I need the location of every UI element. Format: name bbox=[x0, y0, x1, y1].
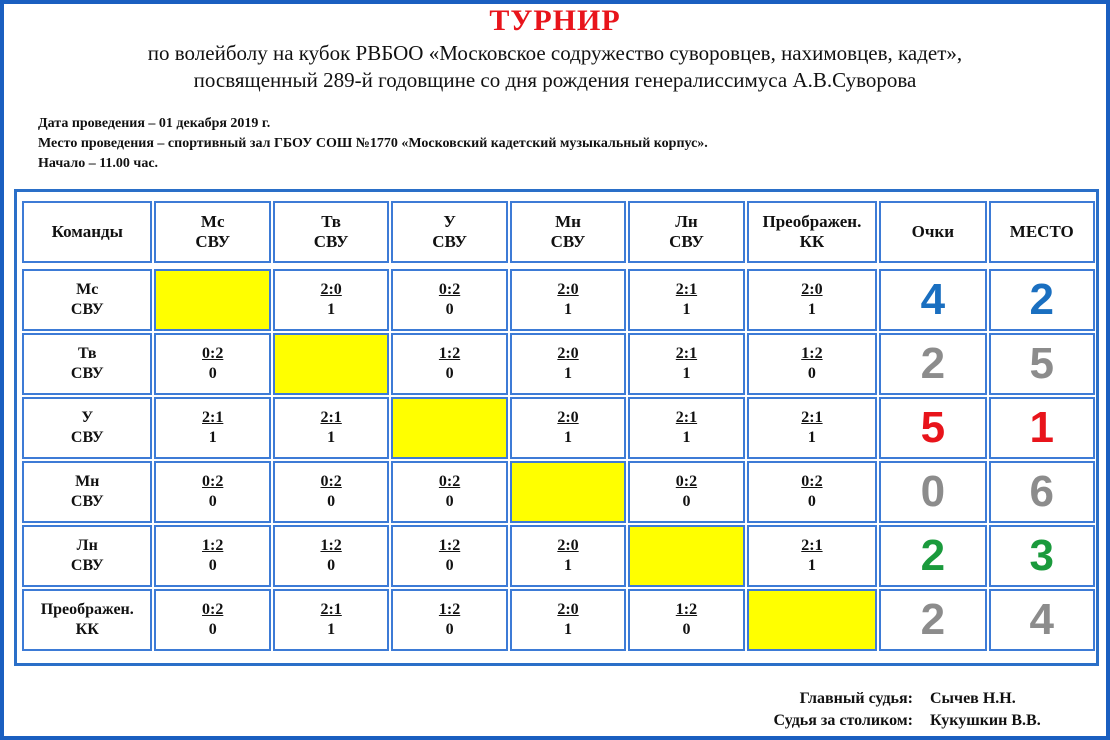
match-points: 0 bbox=[208, 621, 217, 638]
header-col-label-1: Мн bbox=[555, 212, 581, 231]
self-match-cell bbox=[273, 333, 389, 395]
subtitle-line-2: посвященный 289-й годовщине со дня рождения генералиссимуса А.В.Суворова bbox=[193, 68, 917, 92]
match-cell bbox=[747, 333, 877, 395]
match-cell bbox=[273, 589, 389, 651]
match-points: 0 bbox=[445, 365, 454, 382]
points-value: 0 bbox=[920, 467, 946, 516]
match-cell bbox=[510, 589, 626, 651]
match-score: 2:0 bbox=[557, 537, 579, 554]
match-score: 2:0 bbox=[557, 409, 579, 426]
self-match-cell bbox=[154, 269, 270, 331]
header-place: МЕСТО bbox=[989, 201, 1095, 263]
match-cell bbox=[747, 269, 877, 331]
match-score: 0:2 bbox=[438, 281, 461, 298]
match-score: 0:2 bbox=[438, 473, 461, 490]
match-points: 1 bbox=[682, 429, 691, 446]
match-cell bbox=[273, 269, 389, 331]
match-points: 0 bbox=[208, 493, 217, 510]
match-score: 2:1 bbox=[801, 409, 823, 426]
match-score: 0:2 bbox=[202, 473, 224, 490]
place-cell bbox=[989, 333, 1095, 395]
event-place: Место проведения – спортивный зал ГБОУ СОШ №1770 «Московский кадетский музыкальный корпус». bbox=[38, 136, 708, 151]
table-judge-name: Кукушкин В.В. bbox=[930, 712, 1041, 729]
points-cell bbox=[879, 269, 986, 331]
points-cell bbox=[879, 461, 986, 523]
results-table bbox=[20, 199, 1097, 653]
match-points: 1 bbox=[208, 429, 217, 446]
header-col-team bbox=[391, 201, 507, 263]
match-points: 1 bbox=[564, 557, 573, 574]
match-cell bbox=[391, 589, 507, 651]
match-points: 0 bbox=[807, 493, 816, 510]
table-row bbox=[22, 269, 1095, 331]
header-col-label-2: СВУ bbox=[313, 232, 349, 251]
match-cell bbox=[154, 525, 270, 587]
points-value: 5 bbox=[920, 403, 946, 452]
match-cell bbox=[510, 525, 626, 587]
match-score: 2:0 bbox=[557, 281, 579, 298]
match-cell bbox=[391, 333, 507, 395]
match-score: 0:2 bbox=[202, 601, 224, 618]
header-col-label-2: СВУ bbox=[550, 232, 586, 251]
match-points: 0 bbox=[445, 493, 454, 510]
match-score: 2:1 bbox=[320, 601, 342, 618]
row-team-label-2: СВУ bbox=[70, 493, 104, 510]
match-points: 1 bbox=[327, 301, 336, 318]
match-points: 0 bbox=[682, 621, 691, 638]
row-team bbox=[22, 589, 152, 651]
row-team bbox=[22, 525, 152, 587]
header-col-label-2: СВУ bbox=[669, 232, 704, 251]
match-score: 2:1 bbox=[675, 409, 698, 426]
subtitle-line-1: по волейболу на кубок РВБОО «Московское содружество суворовцев, нахимовцев, кадет», bbox=[147, 41, 963, 65]
match-score: 2:1 bbox=[675, 345, 698, 362]
header-col-team bbox=[154, 201, 270, 263]
row-team-label-2: КК bbox=[75, 621, 99, 638]
header-col-label-2: КК bbox=[799, 232, 825, 251]
match-points: 0 bbox=[445, 557, 454, 574]
match-score: 1:2 bbox=[801, 345, 823, 362]
match-score: 2:1 bbox=[675, 281, 698, 298]
match-cell bbox=[747, 461, 877, 523]
match-cell bbox=[391, 269, 507, 331]
header-col-label-1: Мс bbox=[200, 212, 225, 231]
match-score: 2:0 bbox=[557, 345, 579, 362]
match-cell bbox=[510, 333, 626, 395]
match-score: 1:2 bbox=[438, 537, 461, 554]
match-points: 0 bbox=[445, 621, 454, 638]
match-points: 0 bbox=[208, 557, 217, 574]
match-points: 0 bbox=[807, 365, 816, 382]
header-col-team bbox=[628, 201, 744, 263]
place-value: 6 bbox=[1029, 467, 1055, 516]
match-score: 2:0 bbox=[801, 281, 823, 298]
row-team bbox=[22, 269, 152, 331]
header-row bbox=[22, 201, 1095, 263]
match-points: 0 bbox=[208, 365, 217, 382]
match-score: 2:1 bbox=[801, 537, 823, 554]
self-match-cell bbox=[391, 397, 507, 459]
header-col-label-1: Преображен. bbox=[762, 212, 862, 231]
self-match-cell bbox=[510, 461, 626, 523]
match-points: 1 bbox=[682, 301, 691, 318]
match-points: 1 bbox=[682, 365, 691, 382]
match-score: 1:2 bbox=[320, 537, 342, 554]
match-cell bbox=[628, 269, 744, 331]
place-value: 5 bbox=[1029, 339, 1055, 388]
table-judge bbox=[700, 712, 1041, 730]
match-points: 1 bbox=[807, 301, 816, 318]
place-cell bbox=[989, 397, 1095, 459]
chief-judge-name: Сычев Н.Н. bbox=[930, 690, 1016, 707]
match-cell bbox=[510, 397, 626, 459]
points-value: 4 bbox=[920, 275, 946, 324]
match-score: 0:2 bbox=[320, 473, 342, 490]
match-cell bbox=[273, 397, 389, 459]
match-cell bbox=[273, 525, 389, 587]
match-cell bbox=[154, 589, 270, 651]
row-team-label-1: Преображен. bbox=[40, 601, 134, 618]
points-cell bbox=[879, 525, 986, 587]
place-value: 4 bbox=[1029, 595, 1055, 644]
place-cell bbox=[989, 525, 1095, 587]
match-score: 2:0 bbox=[320, 281, 342, 298]
points-cell bbox=[879, 397, 986, 459]
table-row bbox=[22, 397, 1095, 459]
match-cell bbox=[747, 525, 877, 587]
match-points: 1 bbox=[564, 301, 573, 318]
match-score: 1:2 bbox=[438, 601, 461, 618]
row-team bbox=[22, 397, 152, 459]
match-score: 2:0 bbox=[557, 601, 579, 618]
results-rows bbox=[22, 269, 1095, 651]
row-team-label-1: Мс bbox=[76, 281, 99, 298]
place-value: 2 bbox=[1029, 275, 1055, 324]
match-cell bbox=[154, 333, 270, 395]
match-points: 0 bbox=[445, 301, 454, 318]
row-team-label-2: СВУ bbox=[70, 301, 104, 318]
table-row bbox=[22, 333, 1095, 395]
row-team-label-2: СВУ bbox=[70, 429, 104, 446]
match-cell bbox=[391, 461, 507, 523]
match-score: 1:2 bbox=[675, 601, 698, 618]
table-row bbox=[22, 461, 1095, 523]
match-cell bbox=[391, 525, 507, 587]
header-col-label-2: СВУ bbox=[432, 232, 467, 251]
row-team-label-1: У bbox=[81, 409, 94, 426]
table-row bbox=[22, 589, 1095, 651]
header-points: Очки bbox=[879, 201, 986, 263]
chief-judge-label: Главный судья: bbox=[799, 690, 913, 707]
match-points: 0 bbox=[327, 557, 336, 574]
match-score: 2:1 bbox=[320, 409, 342, 426]
self-match-cell bbox=[747, 589, 877, 651]
match-score: 0:2 bbox=[801, 473, 823, 490]
points-value: 2 bbox=[920, 339, 946, 388]
header-col-team bbox=[510, 201, 626, 263]
header-col-label-1: У bbox=[443, 212, 456, 231]
points-value: 2 bbox=[920, 531, 946, 580]
page-title: ТУРНИР bbox=[489, 4, 621, 37]
table-judge-label: Судья за столиком: bbox=[773, 712, 913, 729]
chief-judge bbox=[700, 690, 1016, 708]
place-cell bbox=[989, 269, 1095, 331]
row-team-label-2: СВУ bbox=[70, 557, 104, 574]
match-score: 2:1 bbox=[202, 409, 224, 426]
match-points: 1 bbox=[564, 365, 573, 382]
match-points: 0 bbox=[682, 493, 691, 510]
match-cell bbox=[273, 461, 389, 523]
place-value: 3 bbox=[1029, 531, 1055, 580]
match-cell bbox=[628, 589, 744, 651]
points-value: 2 bbox=[920, 595, 946, 644]
event-start: Начало – 11.00 час. bbox=[38, 156, 159, 171]
row-team bbox=[22, 333, 152, 395]
table-row bbox=[22, 525, 1095, 587]
header-col-label-1: Тв bbox=[321, 212, 341, 231]
place-cell bbox=[989, 461, 1095, 523]
match-points: 1 bbox=[327, 621, 336, 638]
header-col-team bbox=[747, 201, 877, 263]
header-col-team bbox=[273, 201, 389, 263]
match-points: 1 bbox=[327, 429, 336, 446]
match-cell bbox=[628, 461, 744, 523]
match-cell bbox=[628, 397, 744, 459]
header-teams: Команды bbox=[22, 201, 152, 263]
row-team bbox=[22, 461, 152, 523]
self-match-cell bbox=[628, 525, 744, 587]
match-score: 0:2 bbox=[202, 345, 224, 362]
match-cell bbox=[154, 397, 270, 459]
match-points: 0 bbox=[327, 493, 336, 510]
match-score: 1:2 bbox=[202, 537, 224, 554]
match-cell bbox=[510, 269, 626, 331]
match-cell bbox=[628, 333, 744, 395]
match-points: 1 bbox=[807, 557, 816, 574]
match-points: 1 bbox=[807, 429, 816, 446]
match-points: 1 bbox=[564, 429, 573, 446]
event-date: Дата проведения – 01 декабря 2019 г. bbox=[38, 116, 271, 131]
match-cell bbox=[154, 461, 270, 523]
row-team-label-1: Тв bbox=[77, 345, 97, 362]
match-score: 1:2 bbox=[438, 345, 461, 362]
row-team-label-1: Мн bbox=[75, 473, 100, 490]
match-score: 0:2 bbox=[675, 473, 698, 490]
points-cell bbox=[879, 589, 986, 651]
results-table-frame bbox=[14, 189, 1099, 666]
header-col-label-2: СВУ bbox=[195, 232, 231, 251]
points-cell bbox=[879, 333, 986, 395]
header-col-label-1: Лн bbox=[675, 212, 698, 231]
match-cell bbox=[747, 397, 877, 459]
place-cell bbox=[989, 589, 1095, 651]
place-value: 1 bbox=[1029, 403, 1055, 452]
row-team-label-2: СВУ bbox=[70, 365, 104, 382]
row-team-label-1: Лн bbox=[76, 537, 98, 554]
match-points: 1 bbox=[564, 621, 573, 638]
